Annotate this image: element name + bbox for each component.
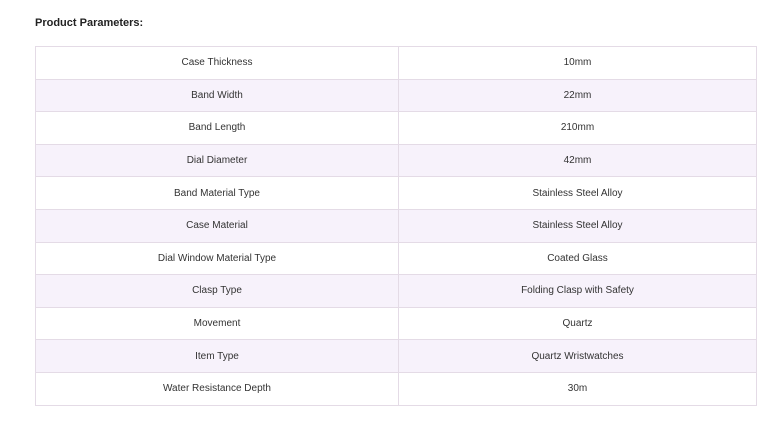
parameter-value: 10mm [399, 47, 757, 80]
parameter-value: Stainless Steel Alloy [399, 209, 757, 242]
parameter-name: Case Material [36, 209, 399, 242]
parameter-name: Band Length [36, 112, 399, 145]
parameter-name: Item Type [36, 340, 399, 373]
parameter-name: Dial Diameter [36, 144, 399, 177]
parameter-value: 22mm [399, 79, 757, 112]
parameter-name: Water Resistance Depth [36, 372, 399, 405]
table-body [36, 47, 757, 406]
table-row [36, 177, 757, 210]
table-row [36, 112, 757, 145]
section-title: Product Parameters: [35, 17, 144, 29]
parameter-value: Quartz Wristwatches [399, 340, 757, 373]
parameter-name: Band Width [36, 79, 399, 112]
table-row [36, 144, 757, 177]
parameter-value: Quartz [399, 307, 757, 340]
parameter-value: Coated Glass [399, 242, 757, 275]
parameter-name: Dial Window Material Type [36, 242, 399, 275]
parameter-name: Movement [36, 307, 399, 340]
product-parameters-table [35, 46, 757, 406]
table-row [36, 307, 757, 340]
parameter-value: 210mm [399, 112, 757, 145]
parameter-value: Stainless Steel Alloy [399, 177, 757, 210]
parameter-value: Folding Clasp with Safety [399, 275, 757, 308]
table-row [36, 340, 757, 373]
table-row [36, 275, 757, 308]
parameter-value: 30m [399, 372, 757, 405]
table-row [36, 372, 757, 405]
parameter-name: Clasp Type [36, 275, 399, 308]
table-row [36, 242, 757, 275]
parameter-name: Case Thickness [36, 47, 399, 80]
table-row [36, 47, 757, 80]
table-row [36, 209, 757, 242]
table-row [36, 79, 757, 112]
parameter-value: 42mm [399, 144, 757, 177]
parameter-name: Band Material Type [36, 177, 399, 210]
